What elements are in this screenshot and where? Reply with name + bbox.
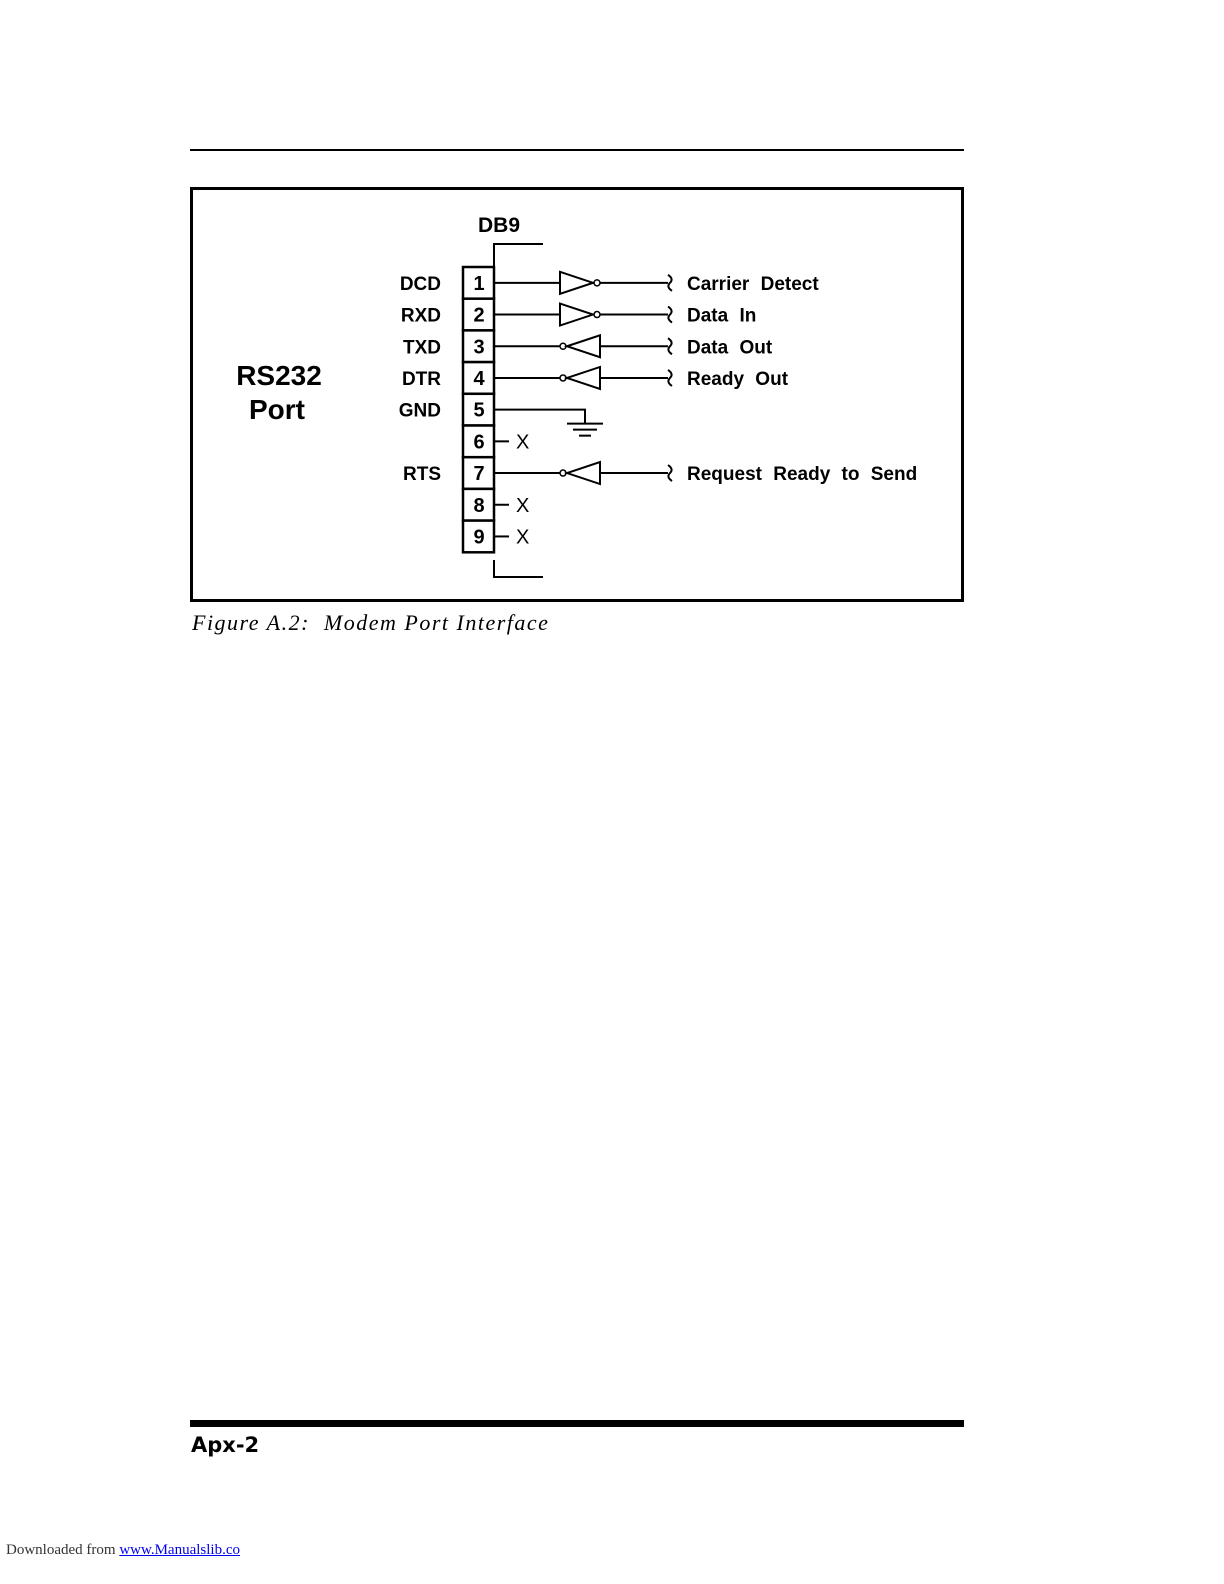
pin-number: 1: [473, 272, 485, 295]
source-link[interactable]: www.Manualslib.co: [119, 1542, 240, 1558]
pin-number: 7: [473, 463, 485, 486]
wire-break-icon: [668, 370, 672, 386]
pin-row-9: [463, 521, 529, 553]
pin-number: 4: [473, 367, 485, 390]
source-prefix: Downloaded from: [6, 1542, 120, 1558]
page-number: Apx-2: [191, 1433, 260, 1457]
connector-shell-top: [494, 244, 543, 267]
wire-break-icon: [668, 275, 672, 291]
pin-number: 3: [473, 336, 485, 359]
signal-label: GND: [398, 400, 441, 422]
connector-label: DB9: [477, 214, 521, 237]
source-credit: [6, 1542, 240, 1559]
no-connect-icon: X: [516, 494, 530, 517]
modem-port-diagram: [190, 187, 964, 602]
pin-row-1: [400, 267, 820, 299]
no-connect-icon: X: [516, 526, 530, 549]
signal-description: Data Out: [687, 337, 773, 359]
signal-description: Carrier Detect: [687, 273, 819, 295]
pin-number: 5: [473, 399, 485, 422]
connector-shell-bottom: [494, 560, 543, 577]
wire-break-icon: [668, 307, 672, 323]
signal-description: Data In: [687, 305, 757, 327]
pin-number: 2: [473, 304, 485, 327]
diagram-canvas: [193, 190, 961, 599]
signal-label: DTR: [401, 368, 441, 390]
header-rule: [190, 149, 964, 151]
signal-label: RXD: [400, 305, 441, 327]
signal-label: TXD: [403, 337, 441, 359]
pin-rows: [399, 267, 917, 552]
pin-row-2: [401, 299, 756, 331]
pin-row-4: [402, 362, 789, 394]
buffer-triangle-icon: [560, 304, 593, 326]
signal-label: RTS: [403, 464, 441, 486]
pin-row-8: [463, 489, 529, 521]
pin-number: 9: [473, 526, 485, 549]
signal-description: Request Ready to Send: [687, 464, 918, 486]
buffer-triangle-icon: [567, 367, 600, 389]
pin-row-3: [403, 330, 773, 362]
wire-break-icon: [668, 465, 672, 481]
buffer-triangle-icon: [567, 335, 600, 357]
no-connect-icon: X: [516, 431, 530, 454]
footer-rule: [190, 1420, 964, 1427]
signal-label: DCD: [399, 273, 441, 295]
signal-description: Ready Out: [687, 368, 789, 390]
side-title-line2: Port: [249, 394, 305, 425]
ground-wire: [494, 410, 585, 424]
wire-break-icon: [668, 338, 672, 354]
inverter-bubble-icon: [594, 280, 600, 286]
side-title-line1: RS232: [236, 360, 322, 391]
pin-number: 8: [473, 494, 485, 517]
buffer-triangle-icon: [560, 272, 593, 294]
figure-caption: Figure A.2: Modem Port Interface: [192, 610, 550, 635]
inverter-bubble-icon: [594, 312, 600, 318]
pin-row-5: [399, 394, 603, 436]
pin-row-7: [403, 457, 917, 489]
pin-number: 6: [473, 431, 485, 454]
pin-row-6: [463, 426, 529, 458]
buffer-triangle-icon: [567, 462, 600, 484]
